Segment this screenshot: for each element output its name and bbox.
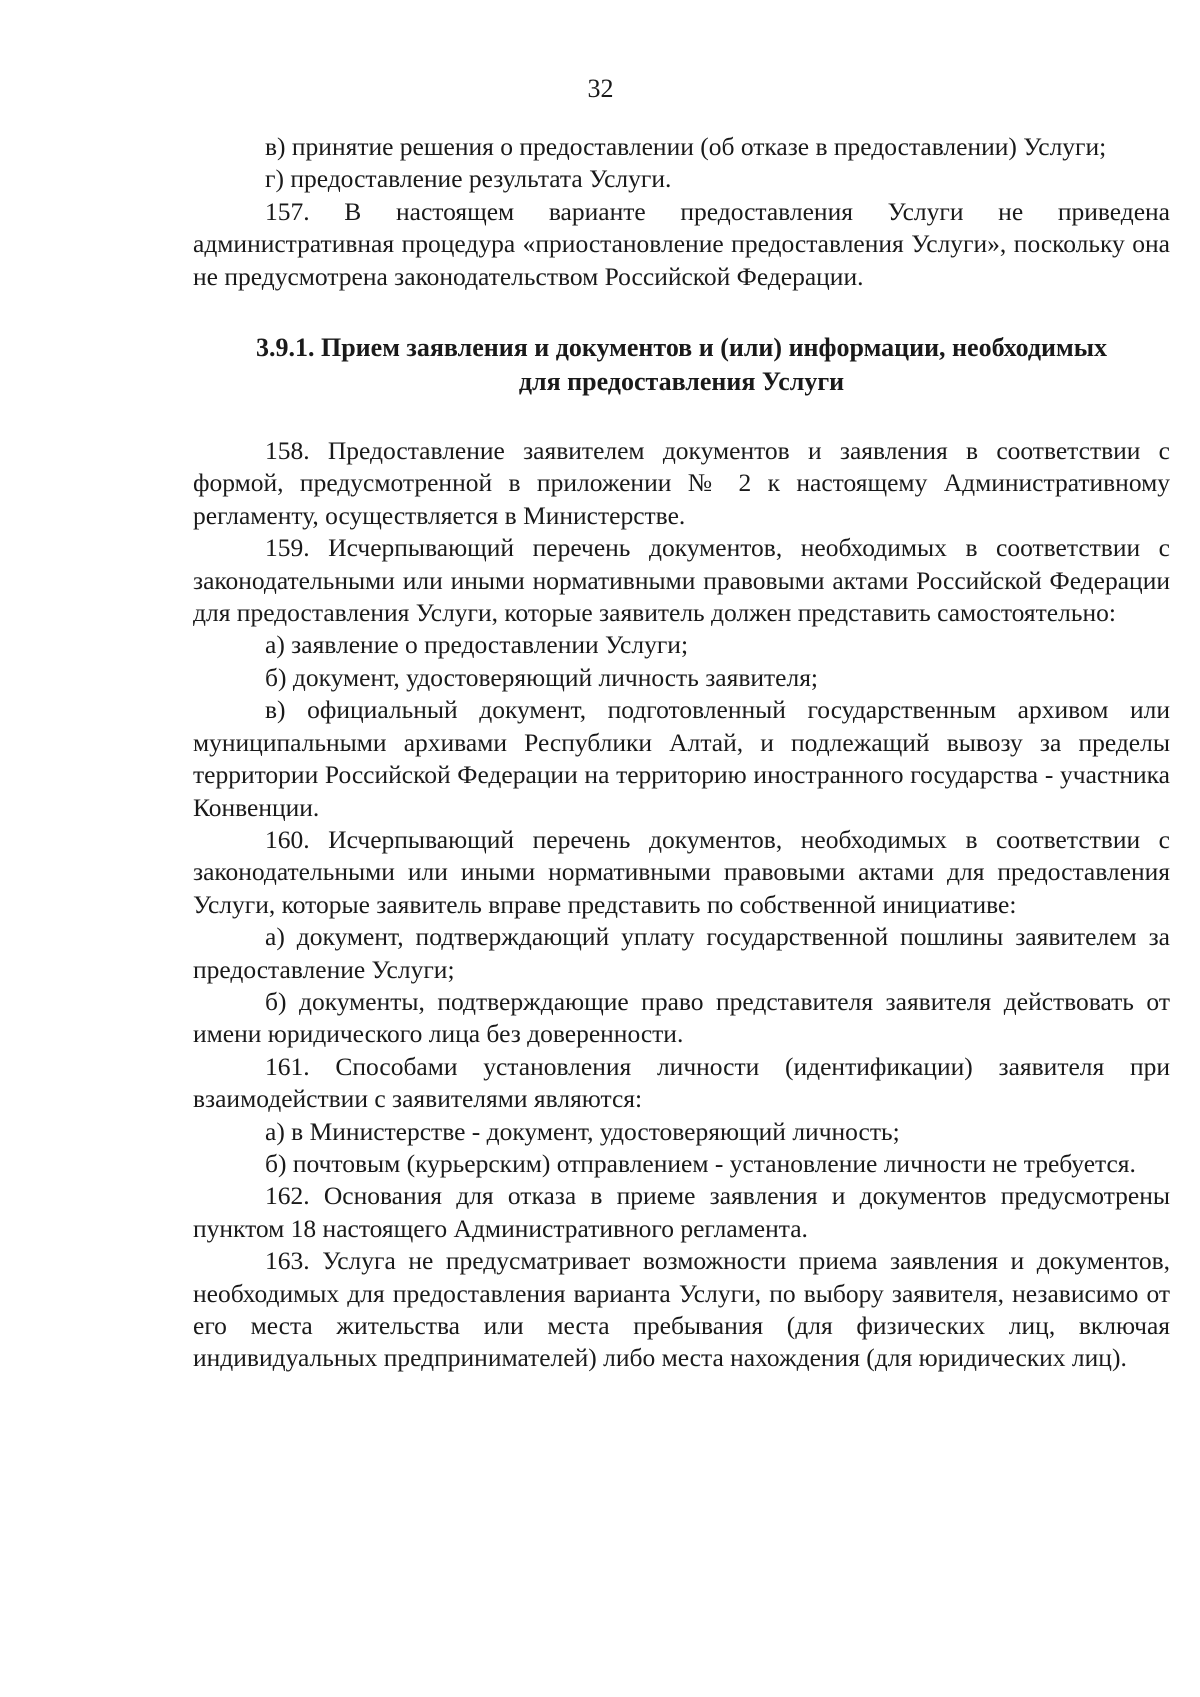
page-number: 32 — [587, 74, 614, 103]
section-heading — [193, 331, 1170, 399]
paragraph-158: 158. Предоставление заявителем документов и заявления в соответствии с формой, предусмотренной в приложении № 2 к настоящему Административному регламенту, осуществляется в Министерстве. — [193, 436, 1170, 530]
paragraph-160-b: б) документы, подтверждающие право представителя заявителя действовать от имени юридического лица без доверенности. — [193, 986, 1170, 1049]
paragraph-159: 159. Исчерпывающий перечень документов, необходимых в соответствии с законодательными или иными нормативными правовыми актами Российской Федерации для предоставления Услуги, которые заявитель должен представить самостоятельно: — [193, 533, 1170, 628]
paragraph-item-g: г) предоставление результата Услуги. — [265, 164, 672, 194]
paragraph-160-a: а) документ, подтверждающий уплату государственной пошлины заявителем за предоставление Услуги; — [193, 922, 1170, 984]
paragraph-160: 160. Исчерпывающий перечень документов, необходимых в соответствии с законодательными или иными нормативными правовыми актами для предоставления Услуги, которые заявитель вправе представить по собственной инициативе: — [193, 824, 1170, 919]
paragraph-157: 157. В настоящем варианте предоставления Услуги не приведена административная процедура «приостановление предоставления Услуги», поскольку она не предусмотрена законодательством Российской Федерации. — [193, 196, 1170, 291]
paragraph-161-a: а) в Министерстве - документ, удостоверяющий личность; — [265, 1116, 900, 1146]
section-heading-line-2: для предоставления Услуги — [518, 367, 845, 397]
paragraph-163: 163. Услуга не предусматривает возможности приема заявления и документов, необходимых для предоставления варианта Услуги, по выбору заявителя, независимо от его места жительства или места пребывания (для физических лиц, включая индивидуальных предпринимателей) либо места нахождения (для юридических лиц). — [193, 1246, 1170, 1373]
paragraph-item-v: в) принятие решения о предоставлении (об отказе в предоставлении) Услуги; — [265, 132, 1107, 161]
paragraph-159-a: а) заявление о предоставлении Услуги; — [265, 630, 689, 660]
paragraph-161-b: б) почтовым (курьерским) отправлением - установление личности не требуется. — [265, 1148, 1136, 1178]
paragraph-159-b: б) документ, удостоверяющий личность заявителя; — [265, 662, 819, 692]
document-body — [193, 131, 1170, 1375]
paragraph-159-v: в) официальный документ, подготовленный государственным архивом или муниципальными архивами Республики Алтай, и подлежащий вывозу за пределы территории Российской Федерации на территорию иностранного государства - участника Конвенции. — [193, 695, 1170, 822]
paragraph-162: 162. Основания для отказа в приеме заявления и документов предусмотрены пунктом 18 настоящего Административного регламента. — [193, 1181, 1170, 1243]
section-heading-line-1: 3.9.1. Прием заявления и документов и (или) информации, необходимых — [255, 333, 1107, 363]
paragraph-161: 161. Способами установления личности (идентификации) заявителя при взаимодействии с заявителями являются: — [193, 1051, 1170, 1114]
